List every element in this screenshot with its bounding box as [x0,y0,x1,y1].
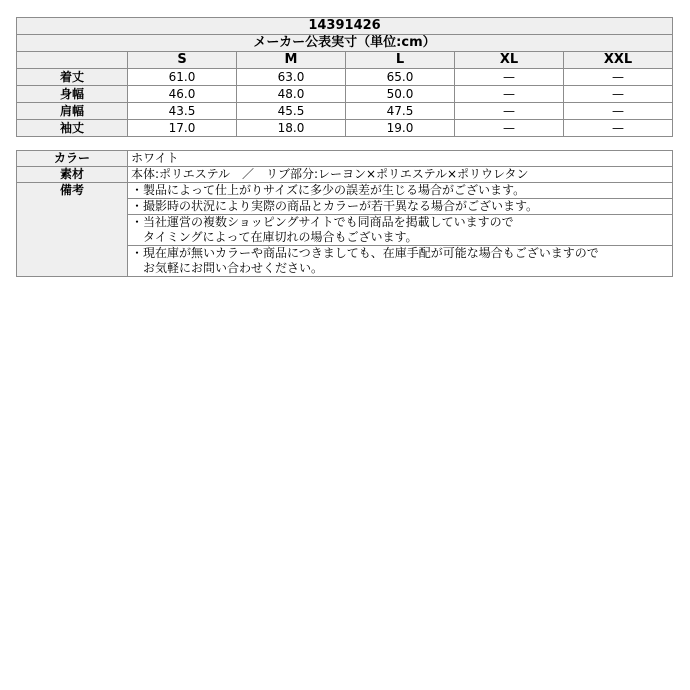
note-line: ・撮影時の状況により実際の商品とカラーが若干異なる場合がございます。 [131,199,539,213]
cell-value: 50.0 [346,86,455,103]
note-4 [128,246,673,277]
size-row-width [17,86,673,103]
size-header-l: L [346,52,455,69]
cell-value: — [564,120,673,137]
cell-value: 61.0 [128,69,237,86]
row-label: 身幅 [17,86,128,103]
cell-value: 17.0 [128,120,237,137]
cell-value: 48.0 [237,86,346,103]
info-row-material [17,167,673,183]
note-line: タイミングによって在庫切れの場合もございます。 [131,230,418,244]
info-row-color [17,151,673,167]
row-label: 袖丈 [17,120,128,137]
product-code: 14391426 [17,18,673,35]
size-header-xxl: XXL [564,52,673,69]
cell-value: — [564,86,673,103]
row-label: 肩幅 [17,103,128,120]
size-row-sleeve [17,120,673,137]
size-header-m: M [237,52,346,69]
note-2 [128,199,673,215]
cell-value: — [564,103,673,120]
cell-value: — [564,69,673,86]
cell-value: 18.0 [237,120,346,137]
note-1 [128,183,673,199]
cell-value: 19.0 [346,120,455,137]
info-table [16,150,673,277]
cell-value: 46.0 [128,86,237,103]
size-row-length [17,69,673,86]
color-value: ホワイト [128,151,673,167]
note-line: ・製品によって仕上がりサイズに多少の誤差が生じる場合がございます。 [131,183,526,197]
size-header-xl: XL [455,52,564,69]
cell-value: — [455,69,564,86]
color-label: カラー [17,151,128,167]
notes-label: 備考 [17,183,128,277]
size-table [16,17,673,137]
row-label: 着丈 [17,69,128,86]
cell-value: — [455,86,564,103]
material-value: 本体:ポリエステル ／ リブ部分:レーヨン×ポリエステル×ポリウレタン [128,167,673,183]
note-3 [128,215,673,246]
material-label: 素材 [17,167,128,183]
size-row-shoulder [17,103,673,120]
note-line: ・当社運営の複数ショッピングサイトでも同商品を掲載していますので [131,215,514,229]
size-table-title: メーカー公表実寸（単位:cm） [17,35,673,52]
cell-value: — [455,120,564,137]
size-header-blank [17,52,128,69]
cell-value: 45.5 [237,103,346,120]
info-row-note-1 [17,183,673,199]
note-line: ・現在庫が無いカラーや商品につきましても、在庫手配が可能な場合もございますので [131,246,599,260]
cell-value: 47.5 [346,103,455,120]
cell-value: 43.5 [128,103,237,120]
size-header-s: S [128,52,237,69]
cell-value: 63.0 [237,69,346,86]
cell-value: 65.0 [346,69,455,86]
cell-value: — [455,103,564,120]
note-line: お気軽にお問い合わせください。 [131,261,324,275]
